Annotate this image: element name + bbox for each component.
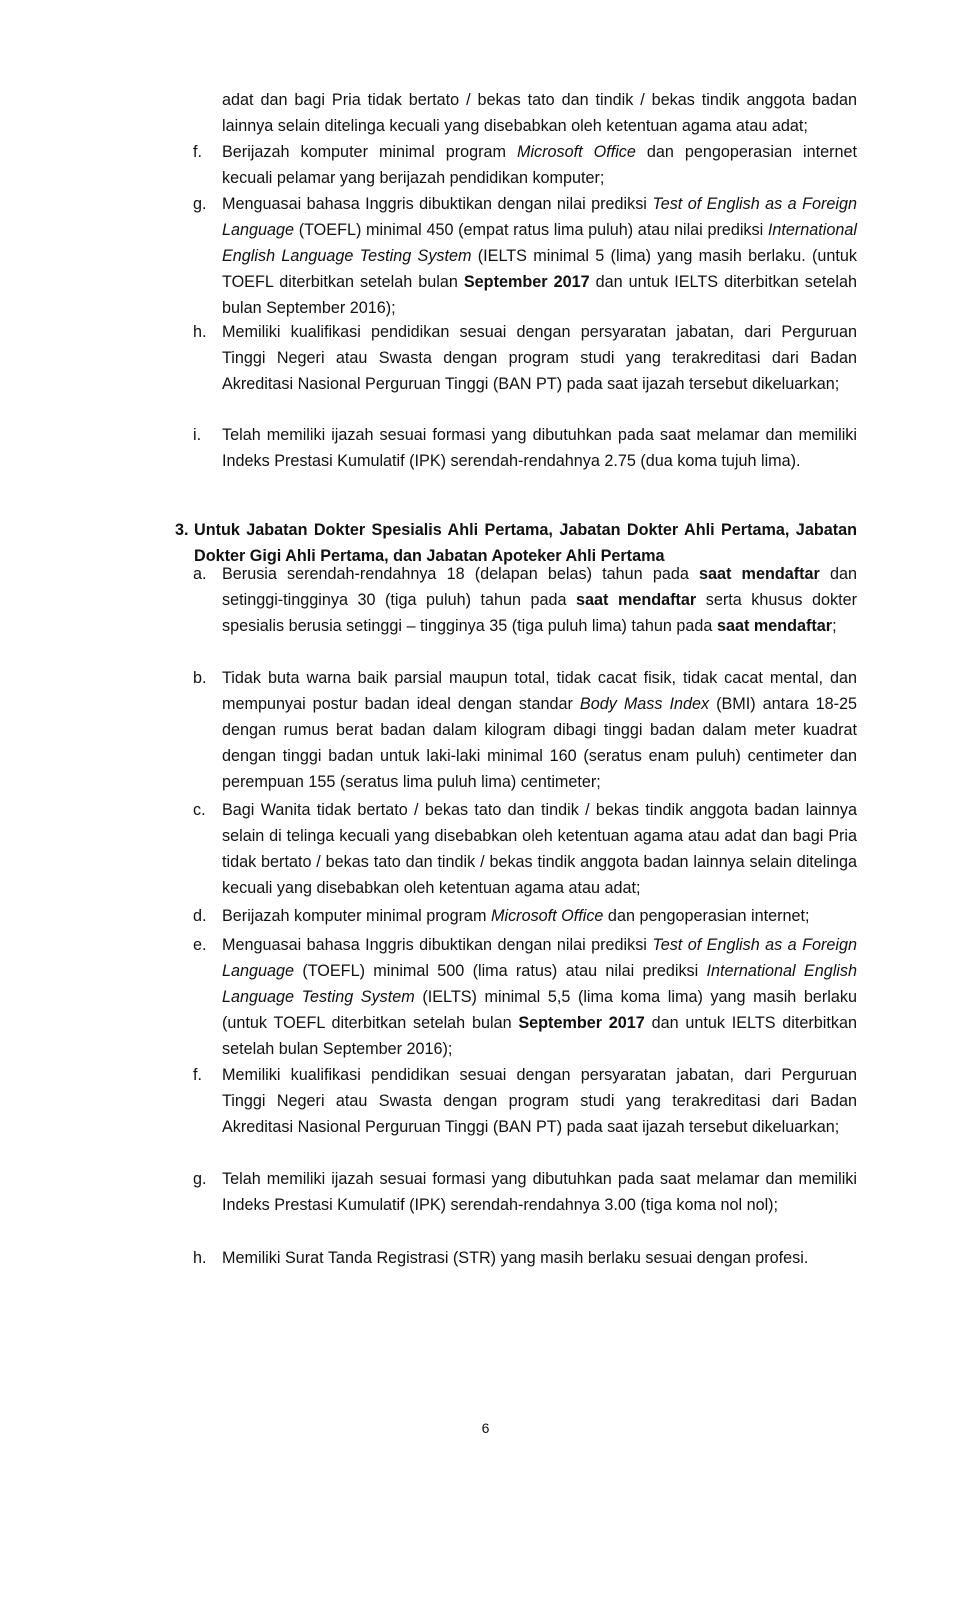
list-item-text: Telah memiliki ijazah sesuai formasi yang dibutuhkan pada saat melamar dan memiliki Indeks Prestasi Kumulatif (IPK) serendah-rendahnya 2.75 (dua koma tujuh lima). bbox=[222, 426, 857, 470]
section-heading-text: Untuk Jabatan Dokter Spesialis Ahli Pertama, Jabatan Dokter Ahli Pertama, Jabatan Dokter Gigi Ahli Pertama, dan Jabatan Apoteker Ahli Pertama bbox=[194, 521, 857, 565]
list-item-text: Berijazah komputer minimal program Microsoft Office dan pengoperasian internet; bbox=[222, 907, 810, 925]
list-item-label: e. bbox=[193, 936, 207, 954]
list-item-3f bbox=[193, 1062, 857, 1140]
list-item-label: d. bbox=[193, 907, 207, 925]
list-item-3a bbox=[193, 561, 858, 639]
list-item-text: Tidak buta warna baik parsial maupun total, tidak cacat fisik, tidak cacat mental, dan mempunyai postur badan ideal dengan standar Body Mass Index (BMI) antara 18-25 dengan rumus berat badan dalam kilogram dibagi tinggi badan dalam meter kuadrat dengan tinggi badan untuk laki-laki minimal 160 (seratus enam puluh) centimeter dan perempuan 155 (seratus lima puluh lima) centimeter; bbox=[222, 669, 857, 791]
continuation-paragraph bbox=[222, 87, 857, 139]
list-item-text: Berijazah komputer minimal program Microsoft Office dan pengoperasian internet kecuali pelamar yang berijazah pendidikan komputer; bbox=[222, 143, 857, 187]
list-item-3g bbox=[193, 1166, 857, 1218]
list-item-label: b. bbox=[193, 669, 207, 687]
list-item-3e bbox=[193, 932, 857, 1062]
list-item-3c bbox=[193, 797, 857, 901]
list-item-label: h. bbox=[193, 1249, 207, 1267]
list-item-3d bbox=[193, 903, 857, 929]
list-item-text: Menguasai bahasa Inggris dibuktikan dengan nilai prediksi Test of English as a Foreign Language (TOEFL) minimal 450 (empat ratus lima puluh) atau nilai prediksi International English Language Testing System (IELTS minimal 5 (lima) yang masih berlaku. (untuk TOEFL diterbitkan setelah bulan September 2017 dan untuk IELTS diterbitkan setelah bulan September 2016); bbox=[222, 195, 857, 317]
list-item-text: Bagi Wanita tidak bertato / bekas tato dan tindik / bekas tindik anggota badan lainnya selain di telinga kecuali yang disebabkan oleh ketentuan agama atau adat dan bagi Pria tidak bertato / bekas tato dan tindik / bekas tindik anggota badan lainnya selain ditelinga kecuali yang disebabkan oleh ketentuan agama atau adat; bbox=[222, 801, 857, 897]
list-item-3h bbox=[193, 1245, 857, 1271]
list-item-label: f. bbox=[193, 1066, 202, 1084]
page-number: 6 bbox=[481, 1420, 490, 1436]
list-item-2g bbox=[193, 191, 857, 321]
list-item-label: i. bbox=[193, 426, 202, 444]
list-item-text: Berusia serendah-rendahnya 18 (delapan belas) tahun pada saat mendaftar dan setinggi-tingginya 30 (tiga puluh) tahun pada saat mendaftar serta khusus dokter spesialis berusia setinggi – tingginya 35 (tiga puluh lima) tahun pada saat mendaftar; bbox=[222, 565, 858, 635]
list-item-3b bbox=[193, 665, 857, 795]
section-number: 3. bbox=[175, 521, 189, 539]
list-item-text: Telah memiliki ijazah sesuai formasi yang dibutuhkan pada saat melamar dan memiliki Indeks Prestasi Kumulatif (IPK) serendah-rendahnya 3.00 (tiga koma nol nol); bbox=[222, 1170, 857, 1214]
list-item-label: g. bbox=[193, 195, 207, 213]
list-item-text: Memiliki kualifikasi pendidikan sesuai dengan persyaratan jabatan, dari Perguruan Tinggi Negeri atau Swasta dengan program studi yang terakreditasi dari Badan Akreditasi Nasional Perguruan Tinggi (BAN PT) pada saat ijazah tersebut dikeluarkan; bbox=[222, 1066, 857, 1136]
list-item-label: g. bbox=[193, 1170, 207, 1188]
list-item-text: Memiliki kualifikasi pendidikan sesuai dengan persyaratan jabatan, dari Perguruan Tinggi Negeri atau Swasta dengan program studi yang terakreditasi dari Badan Akreditasi Nasional Perguruan Tinggi (BAN PT) pada saat ijazah tersebut dikeluarkan; bbox=[222, 323, 857, 393]
list-item-2i bbox=[193, 422, 857, 474]
list-item-label: f. bbox=[193, 143, 202, 161]
list-item-label: a. bbox=[193, 565, 207, 583]
list-item-text: Menguasai bahasa Inggris dibuktikan dengan nilai prediksi Test of English as a Foreign Language (TOEFL) minimal 500 (lima ratus) atau nilai prediksi International English Language Testing System (IELTS) minimal 5,5 (lima koma lima) yang masih berlaku (untuk TOEFL diterbitkan setelah bulan September 2017 dan untuk IELTS diterbitkan setelah bulan September 2016); bbox=[222, 936, 857, 1058]
list-item-label: c. bbox=[193, 801, 206, 819]
list-item-2h bbox=[193, 319, 857, 397]
continuation-text: adat dan bagi Pria tidak bertato / bekas tato dan tindik / bekas tindik anggota badan lainnya selain ditelinga kecuali yang disebabkan oleh ketentuan agama atau adat; bbox=[222, 91, 857, 135]
list-item-text: Memiliki Surat Tanda Registrasi (STR) yang masih berlaku sesuai dengan profesi. bbox=[222, 1249, 809, 1267]
list-item-2f bbox=[193, 139, 857, 191]
list-item-label: h. bbox=[193, 323, 207, 341]
